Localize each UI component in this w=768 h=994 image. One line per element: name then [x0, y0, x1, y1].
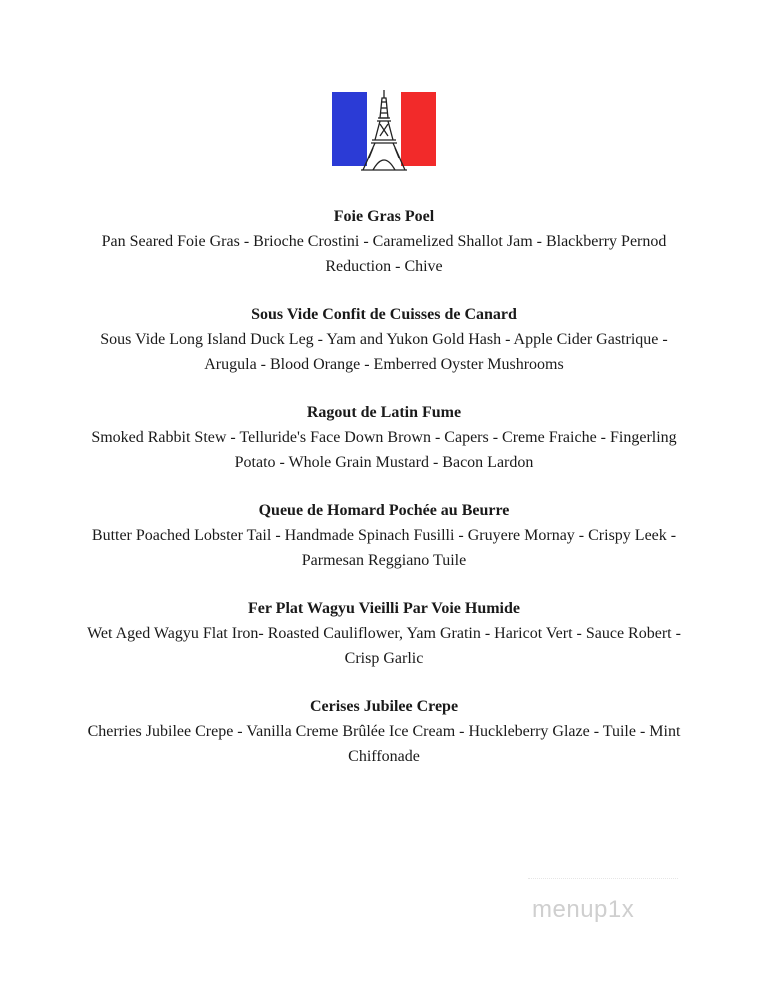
menu-item-title: Ragout de Latin Fume	[306, 404, 462, 421]
menu-item-description: Butter Poached Lobster Tail - Handmade Spinach Fusilli - Gruyere Mornay - Crispy Leek - Parmesan Reggiano Tuile	[91, 527, 677, 569]
menu-item-description: Wet Aged Wagyu Flat Iron- Roasted Cauliflower, Yam Gratin - Haricot Vert - Sauce Robert - Crisp Garlic	[87, 625, 681, 667]
menu-list	[0, 205, 768, 793]
menu-item-description: Pan Seared Foie Gras - Brioche Crostini - Caramelized Shallot Jam - Blackberry Pernod Reduction - Chive	[101, 233, 667, 275]
menu-item-description: Sous Vide Long Island Duck Leg - Yam and Yukon Gold Hash - Apple Cider Gastrique - Arugula - Blood Orange - Emberred Oyster Mushrooms	[100, 331, 668, 373]
menu-item	[84, 303, 684, 377]
menu-item-title: Cerises Jubilee Crepe	[309, 698, 459, 715]
menu-item	[84, 205, 684, 279]
menu-item-description: Cherries Jubilee Crepe - Vanilla Creme Brûlée Ice Cream - Huckleberry Glaze - Tuile - Mint Chiffonade	[87, 723, 681, 765]
menupix-watermark: menup1x	[532, 896, 635, 923]
menu-item	[84, 499, 684, 573]
menu-item	[84, 695, 684, 769]
menu-item	[84, 401, 684, 475]
eiffel-tower-icon	[353, 88, 415, 172]
menu-item-title: Queue de Homard Pochée au Beurre	[258, 502, 510, 519]
menu-item-description: Smoked Rabbit Stew - Telluride's Face Down Brown - Capers - Creme Fraiche - Fingerling Potato - Whole Grain Mustard - Bacon Lardon	[91, 429, 677, 471]
watermark-divider	[528, 878, 678, 887]
menu-item-title: Fer Plat Wagyu Vieilli Par Voie Humide	[247, 600, 520, 617]
menu-item-title: Sous Vide Confit de Cuisses de Canard	[251, 306, 517, 323]
menu-item-title: Foie Gras Poel	[333, 208, 435, 225]
menu-item	[84, 597, 684, 671]
